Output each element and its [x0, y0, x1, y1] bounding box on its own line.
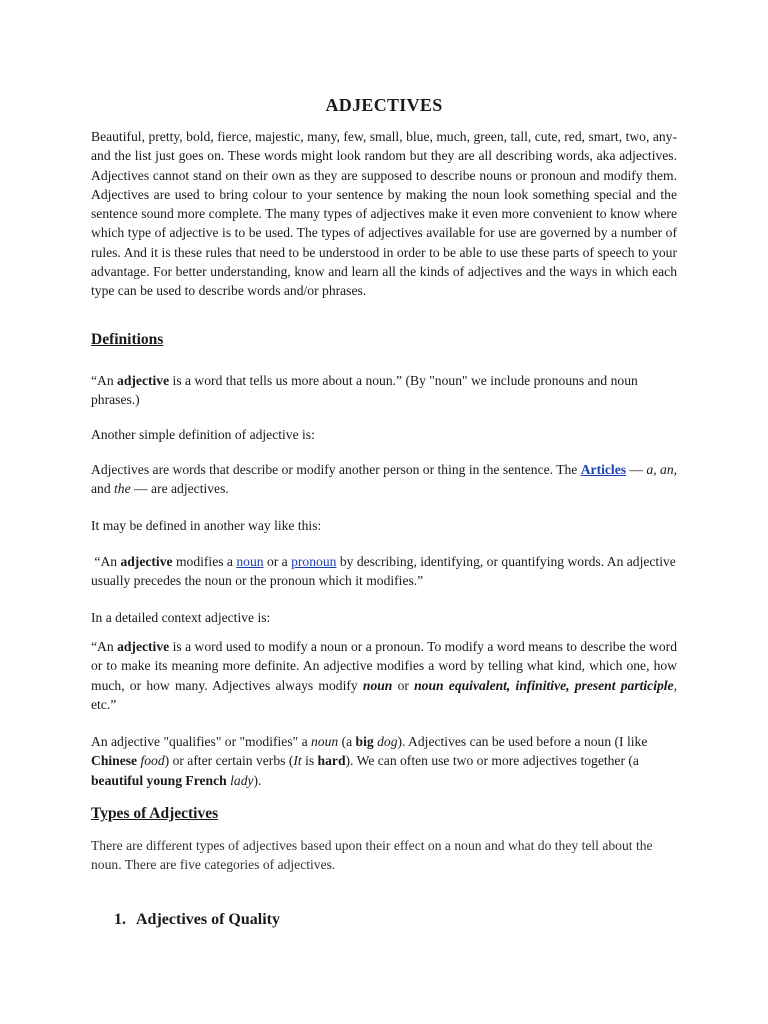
text-span: Adjectives are words that describe or modify another person or thing in the sentence. The — [91, 462, 581, 477]
text-span: “An — [91, 639, 118, 654]
bold-term: big — [355, 734, 374, 749]
italic-term: the — [114, 481, 131, 497]
text-span: , etc.” — [91, 677, 677, 712]
types-heading: Types of Adjectives — [91, 805, 219, 822]
italic-term: lady — [230, 772, 254, 788]
text-span: An adjective "qualifies" or "modifies" a — [91, 734, 311, 749]
italic-term: food — [140, 753, 165, 769]
text-span: by describing, identifying, or quantifying words. An adjective usually precedes the noun or the pronoun which it modifies.” — [91, 554, 676, 589]
bold-term: Chinese — [91, 753, 138, 769]
bold-term: adjective — [117, 373, 170, 388]
definition-2 — [91, 460, 677, 499]
list-number: 1. — [114, 911, 126, 928]
text-span: or — [392, 677, 415, 693]
bold-term: adjective — [117, 639, 170, 654]
list-item-adjectives-of-quality — [114, 911, 280, 929]
text-span: ) or after certain verbs ( — [164, 753, 294, 769]
detailed-context-intro: In a detailed context adjective is: — [91, 610, 271, 625]
text-span: and — [91, 481, 115, 497]
italic-term: noun — [311, 734, 339, 749]
text-span: or a — [263, 554, 292, 569]
text-span: ). We can often use two or more adjectives together (a — [345, 753, 639, 769]
bold-term: hard — [317, 753, 346, 769]
text-span: modifies a — [172, 554, 237, 569]
definition-3 — [91, 552, 677, 591]
bold-italic-term: noun — [362, 677, 393, 693]
text-span: “An — [91, 373, 118, 388]
types-intro: There are different types of adjectives based upon their effect on a noun and what do they tell about the noun. There are five categories of adjectives. — [91, 838, 653, 873]
simple-definition-intro: Another simple definition of adjective is: — [91, 427, 315, 442]
noun-link[interactable]: noun — [236, 554, 264, 569]
definitions-heading: Definitions — [91, 331, 164, 348]
text-span: is a word that tells us more about a noun.” (By "noun" we include pronouns and noun phrases.) — [91, 373, 638, 408]
text-span: (a — [338, 734, 356, 749]
pronoun-link[interactable]: pronoun — [291, 554, 337, 569]
text-span: — — [626, 462, 647, 477]
text-span: ). — [253, 772, 262, 788]
text-span: is — [301, 753, 318, 769]
italic-term: It — [293, 753, 302, 769]
bold-term: adjective — [120, 554, 173, 569]
italic-term: dog — [377, 734, 398, 749]
intro-paragraph: Beautiful, pretty, bold, fierce, majestic, many, few, small, blue, much, green, tall, cute, red, smart, two, any-and the list just goes on. These words might look random but they are all describing words, aka adjectives. Adjectives cannot stand on their own as they are supposed to describe nouns or pronoun and modify them. Adjectives are used to bring colour to your sentence by making the noun look something special and the sentence sound more complete. The many types of adjectives make it even more convenient to know where which type of adjective is to be used. The types of adjectives available for use are governed by a number of rules. And it is these rules that need to be understood in order to be able to use these parts of speech to your advantage. For better understanding, know and learn all the kinds of adjectives and the ways in which each type can be used to describe words and/or phrases. — [91, 129, 677, 299]
italic-term: a, an, — [646, 462, 678, 477]
page-title: ADJECTIVES — [325, 95, 443, 115]
text-span: ). Adjectives can be used before a noun (I like — [397, 734, 648, 749]
bold-italic-term: noun equivalent, infinitive, present participle — [414, 677, 674, 693]
bold-term: beautiful young French — [91, 772, 227, 788]
list-item-label: Adjectives of Quality — [136, 911, 280, 928]
text-span: — are adjectives. — [130, 481, 229, 497]
definition-1 — [91, 371, 677, 410]
articles-link[interactable]: Articles — [580, 462, 627, 477]
text-span: is a word used to modify a noun or a pronoun. To modify a word means to describe the word or to make its meaning more definite. An adjective modifies a word by telling what kind, which one, how much, or how many. Adjectives always modify — [91, 639, 677, 693]
text-span: “An — [94, 554, 121, 569]
another-way-intro: It may be defined in another way like this: — [91, 518, 322, 533]
definition-5 — [91, 732, 677, 790]
definition-4 — [91, 637, 677, 714]
